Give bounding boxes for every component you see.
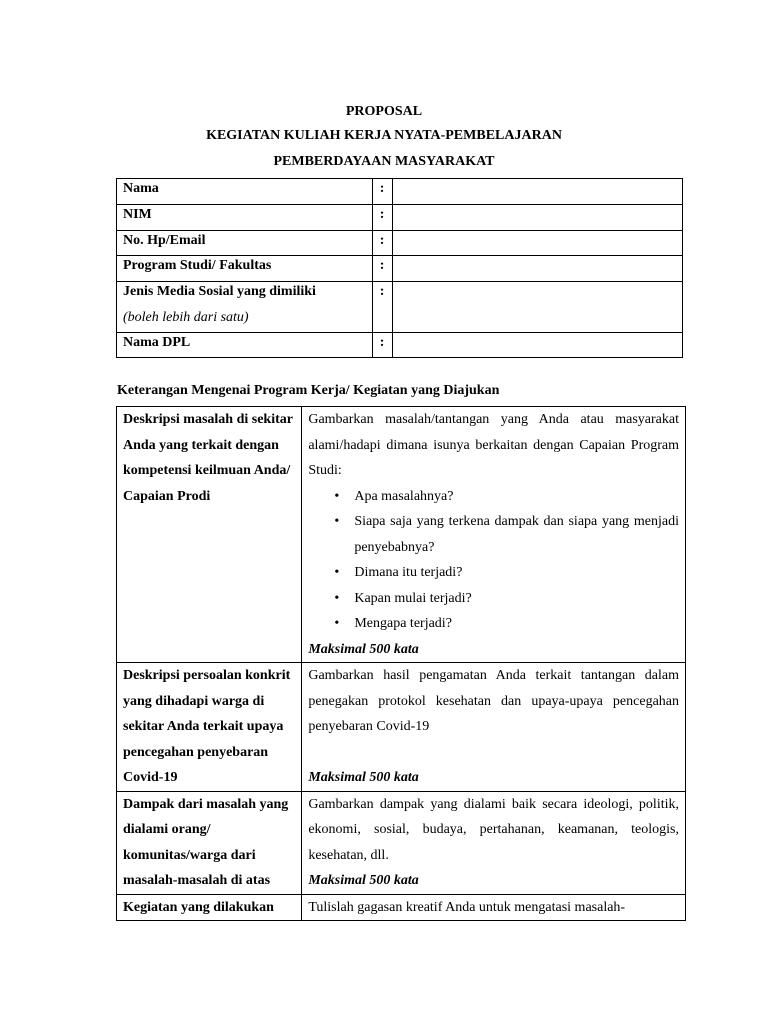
question-item: • Dimana itu terjadi? xyxy=(354,560,679,586)
bio-colon: : xyxy=(372,231,392,256)
program-description xyxy=(302,894,686,921)
bio-label: Program Studi/ Fakultas xyxy=(117,256,373,282)
program-description xyxy=(302,791,686,894)
program-row xyxy=(117,894,686,921)
bio-row-prodi xyxy=(117,256,683,282)
bio-colon: : xyxy=(372,333,392,358)
bio-label: NIM xyxy=(117,205,373,231)
bio-label: Nama DPL xyxy=(117,333,373,358)
program-text: Tulislah gagasan kreatif Anda untuk mengatasi masalah- xyxy=(308,899,626,915)
question-item: • Kapan mulai terjadi? xyxy=(354,586,679,612)
program-description xyxy=(302,407,686,663)
doc-title: PROPOSAL xyxy=(345,104,423,119)
bio-label xyxy=(117,282,373,333)
bio-value-field[interactable] xyxy=(392,205,682,231)
bio-colon: : xyxy=(372,205,392,231)
program-text: Gambarkan hasil pengamatan Anda terkait tantangan dalam penegakan protokol kesehatan dan upaya-upaya pencegahan penyebaran Covid-19 xyxy=(308,668,679,734)
program-row xyxy=(117,791,686,894)
question-item: • Mengapa terjadi? xyxy=(354,611,679,637)
program-row xyxy=(117,407,686,663)
bio-row-nama xyxy=(117,179,683,205)
word-limit-note: Maksimal 500 kata xyxy=(308,641,419,657)
bio-value-field[interactable] xyxy=(392,333,682,358)
doc-subtitle-2: PEMBERDAYAAN MASYARAKAT xyxy=(273,154,495,169)
program-label: Dampak dari masalah yang dialami orang/ komunitas/warga dari masalah-masalah di atas xyxy=(117,791,302,894)
bio-row-dpl xyxy=(117,333,683,358)
bio-label-note: (boleh lebih dari satu) xyxy=(123,310,249,325)
bio-row-nim xyxy=(117,205,683,231)
bio-value-field[interactable] xyxy=(392,256,682,282)
program-label: Kegiatan yang dilakukan xyxy=(117,894,302,921)
bio-colon: : xyxy=(372,179,392,205)
bio-label: Nama xyxy=(117,179,373,205)
word-limit-note: Maksimal 500 kata xyxy=(308,770,419,785)
bio-value-field[interactable] xyxy=(392,231,682,256)
program-text: Gambarkan masalah/tantangan yang Anda atau masyarakat alami/hadapi dimana isunya berkaitan dengan Capaian Program Studi: xyxy=(308,412,679,478)
bio-value-field[interactable] xyxy=(392,282,682,333)
program-description xyxy=(302,663,686,792)
bio-colon: : xyxy=(372,256,392,282)
program-text: Gambarkan dampak yang dialami baik secara ideologi, politik, ekonomi, sosial, budaya, pertahanan, keamanan, teologis, kesehatan, dll. xyxy=(308,796,679,863)
bio-label: No. Hp/Email xyxy=(117,231,373,256)
program-label: Deskripsi persoalan konkrit yang dihadapi warga di sekitar Anda terkait upaya pencegahan penyebaran Covid-19 xyxy=(117,663,302,792)
program-label: Deskripsi masalah di sekitar Anda yang terkait dengan kompetensi keilmuan Anda/ Capaian Prodi xyxy=(117,407,302,663)
bio-row-media-sosial xyxy=(117,282,683,333)
bio-label-text: Jenis Media Sosial yang dimiliki xyxy=(123,284,316,299)
program-table xyxy=(116,406,686,921)
question-list xyxy=(308,484,679,637)
doc-subtitle-1: KEGIATAN KULIAH KERJA NYATA-PEMBELAJARAN xyxy=(206,128,562,143)
question-item: • Siapa saja yang terkena dampak dan siapa yang menjadi penyebabnya? xyxy=(354,509,679,560)
biodata-table xyxy=(116,178,683,358)
bio-row-hp-email xyxy=(117,231,683,256)
bio-colon: : xyxy=(372,282,392,333)
program-row xyxy=(117,663,686,792)
bio-value-field[interactable] xyxy=(392,179,682,205)
word-limit-note: Maksimal 500 kata xyxy=(308,873,419,888)
section-heading: Keterangan Mengenai Program Kerja/ Kegiatan yang Diajukan xyxy=(117,383,500,398)
question-item: • Apa masalahnya? xyxy=(354,484,679,510)
spacer xyxy=(308,740,679,766)
